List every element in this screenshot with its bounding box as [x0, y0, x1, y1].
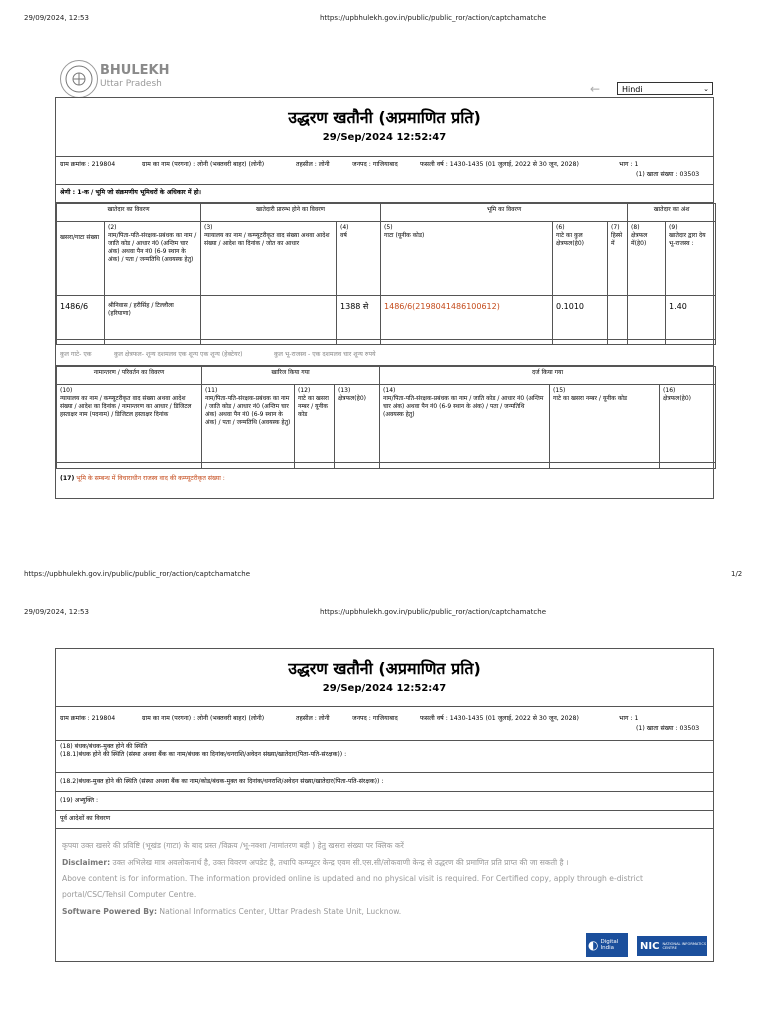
hdr-added: दर्ज किया गया: [380, 367, 716, 385]
col-area: (8) क्षेत्रफल में(हे0): [628, 222, 666, 296]
prev-orders: पूर्व आदेशों का विवरण: [56, 811, 713, 829]
language-select-value: Hindi: [622, 85, 643, 94]
col-area-total: (6) गाटे का कुल क्षेत्रफल(हे0): [553, 222, 608, 296]
gata-link[interactable]: 1486/6(2198041486100612): [381, 296, 553, 340]
land-table: [56, 203, 716, 345]
khata-no-2: (1) खाता संख्या : 03503: [636, 725, 700, 732]
mutation-table: [56, 366, 716, 469]
col-share: (7) हिस्से में: [608, 222, 628, 296]
logo-subtitle: Uttar Pradesh: [100, 79, 162, 89]
khatauni-page1: [55, 97, 714, 499]
digital-india-text: Digital India: [600, 939, 619, 951]
powered-text: National Informatics Center, Uttar Pradesh State Unit, Lucknow.: [159, 907, 402, 916]
tehsil-2: तहसील : लोनी: [296, 715, 330, 722]
item17-num: (17): [60, 475, 75, 482]
total-count: कुल गाटे- एक: [60, 351, 92, 358]
part-no: भाग : 1: [619, 161, 639, 168]
hdr-entry: खातेदारी प्रारम्भ होने का विवरण: [201, 204, 381, 222]
logo-title: BHULEKH: [100, 63, 170, 78]
cell-share: [608, 296, 628, 340]
col-m12: (12) गाटे का खसरा नम्बर / यूनीक कोड: [295, 385, 335, 463]
hdr-khatedar: खातेदार का विवरण: [57, 204, 201, 222]
tehsil: तहसील : लोनी: [296, 161, 330, 168]
cell-khasra: 1486/6: [57, 296, 105, 340]
cell-year: 1388 से: [337, 296, 381, 340]
nic-subtext: NATIONAL INFORMATICS CENTRE: [662, 942, 707, 950]
nic-logo: [637, 936, 707, 956]
col-m13: (13) क्षेत्रफल(हे0): [335, 385, 380, 463]
click-note: कृपया उक्त खसरे की प्रविष्टि (भूखंड (गाटा) के बाद प्रस्त /विक्रय /भू-नक्शा /नामांतरण बही ) हेतु खसरा संख्या पर क्लिक करें: [62, 841, 404, 850]
col-name: (2) नाम/पिता-पति-संरक्षक-प्रबंधक का नाम / जाति कोड / आधार नं0 (अन्तिम चार अंक) अथवा पैन नं0 (6-9 स्थान के अंक) / पता / जन्मतिथि (अवयस्क हेतु): [105, 222, 201, 296]
item18-1: (18.1)बंधक होने की स्थिति (संस्था अथवा बैंक का नाम/बंधक का दिनांक/धनराशि/अवेदन संख्या/खातेदार(पिता-पति-संरक्षक)) :: [60, 751, 347, 758]
cell-court: [201, 296, 337, 340]
totals-row: [56, 345, 713, 366]
col-khasra: खसरा/गाटा संख्या: [57, 222, 105, 296]
disclaimer-label: Disclaimer:: [62, 858, 111, 867]
digital-india-logo: [586, 933, 628, 957]
doc-title: उद्धरण खतौनी (अप्रमाणित प्रति): [288, 108, 481, 127]
fasli-year: फसली वर्ष : 1430-1435 (01 जुलाई, 2022 से 30 जून, 2028): [420, 161, 579, 168]
item17-text: भूमि के सम्बन्ध में विचाराधीन राजस्व वाद की कम्प्यूटरीकृत संख्या :: [76, 475, 225, 482]
print-datetime-2: 29/09/2024, 12:53: [24, 608, 89, 616]
total-area: कुल क्षेत्रफल- शून्य दशमलव एक शून्य एक शून्य (हेक्टेयर): [114, 351, 243, 358]
total-revenue: कुल भू-राजस्व - एक दशमलव चार शून्य रुपये: [274, 351, 376, 358]
table-row: [57, 296, 716, 340]
info-row-2: [56, 707, 713, 741]
col-year: (4) वर्ष: [337, 222, 381, 296]
nic-text: NIC: [640, 940, 660, 952]
digital-india-icon: ◐: [588, 938, 599, 952]
col-m14: (14) नाम/पिता-पति-संरक्षक-प्रबंधक का नाम / जाति कोड / आधार नं0 (अन्तिम चार अंक) अथवा पैन नं0 (6-9 स्थान के अंक) / पता / जन्मतिथि (अवयस्क हेतु): [380, 385, 550, 463]
col-m10: (10) न्यायालय का नाम / कम्प्यूटरीकृत वाद संख्या अथवा आदेश संख्या / आदेश का दिनांक / नामान्तरण का आधार / डिजिटल हस्ताक्षर नाम (पदनाम) / डिजिटल हस्ताक्षर दिनांक: [57, 385, 202, 463]
language-select[interactable]: [617, 82, 713, 95]
print-datetime: 29/09/2024, 12:53: [24, 14, 89, 22]
col-gata: (5) गाटा (यूनीक कोड): [381, 222, 553, 296]
item18-block: [56, 741, 713, 773]
khata-no: (1) खाता संख्या : 03503: [636, 171, 700, 178]
chevron-down-icon: ⌄: [703, 85, 709, 93]
col-court: (3) न्यायालय का नाम / कम्प्यूटरीकृत वाद संख्या अथवा आदेश संख्या / आदेश का दिनांक / जोत का आधार: [201, 222, 337, 296]
print-url: https://upbhulekh.gov.in/public/public_ror/action/captchamatche: [320, 14, 547, 22]
doc-datetime-2: 29/Sep/2024 12:52:47: [322, 683, 447, 694]
fasli-year-2: फसली वर्ष : 1430-1435 (01 जुलाई, 2022 से 30 जून, 2028): [420, 715, 579, 722]
cell-area-total: 0.1010: [553, 296, 608, 340]
disclaimer-english: Above content is for information. The information provided online is updated and no physical visit is required. For Certified copy, apply through e-district portal/CSC/Tehsil Computer Centre.: [62, 874, 643, 899]
hdr-removed: खारिज किया गया: [202, 367, 380, 385]
district: जनपद : गाजियाबाद: [352, 161, 398, 168]
back-arrow-icon[interactable]: ←: [590, 82, 601, 96]
col-m15: (15) गाटे का खसरा नम्बर / यूनीक कोड: [550, 385, 660, 463]
footer-page: 1/2: [731, 570, 743, 578]
disclaimer-block: [56, 829, 713, 920]
up-emblem-icon: [60, 60, 98, 98]
col-m11: (11) नाम/पिता-पति-संरक्षक-प्रबंधक का नाम / जाति कोड / आधार नं0 (अन्तिम चार अंक) अथवा पैन नं0 (6-9 स्थान के अंक) / पता / जन्मतिथि (अवयस्क हेतु): [202, 385, 295, 463]
khatauni-page2: [55, 648, 714, 962]
footer-url: https://upbhulekh.gov.in/public/public_ror/action/captchamatche: [24, 570, 251, 578]
disclaimer-hindi: उक्त अभिलेख मात्र अवलोकनार्थ है, उक्त विवरण अपडेट है, तथापि कम्प्यूटर केन्द्र एवम सी.एस.सी/लोकवाणी केन्द्र से उद्धरण की प्रमाणित प्रति प्राप्त की जा सकती है ।: [112, 858, 569, 867]
hdr-share: खातेदार का अंश: [628, 204, 716, 222]
part-no-2: भाग : 1: [619, 715, 639, 722]
cell-area: [628, 296, 666, 340]
item18: (18) बंधक/बंधक-मुक्त होने की स्थिति: [60, 743, 148, 750]
village-name: ग्राम का नाम (परगना) : लोनी (भक्तवरी बाहर) (लोनी): [142, 161, 265, 168]
doc-datetime: 29/Sep/2024 12:52:47: [322, 132, 447, 143]
village-code: ग्राम क्रमांक : 219804: [60, 161, 116, 168]
col-revenue: (9) खातेदार द्वारा देय भू-राजस्व :: [666, 222, 716, 296]
item18-2: (18.2)बंधक-मुक्त होने की स्थिति (संस्था अथवा बैंक का नाम/कोड/बंधक-मुक्त का दिनांक/धनराशि/अवेदन संख्या/खातेदार(पिता-पति-संरक्षक)) :: [56, 773, 713, 792]
doc-title-2: उद्धरण खतौनी (अप्रमाणित प्रति): [288, 659, 481, 678]
village-code-2: ग्राम क्रमांक : 219804: [60, 715, 116, 722]
hdr-land: भूमि का विवरण: [381, 204, 628, 222]
hdr-transfer: नामान्तरण / परिवर्तन का विवरण: [57, 367, 202, 385]
district-2: जनपद : गाजियाबाद: [352, 715, 398, 722]
cell-name: श्रीनिवास / हरीसिंह / टिल्लौला (हरियाणा): [105, 296, 201, 340]
cell-revenue: 1.40: [666, 296, 716, 340]
category: श्रेणी : 1-क / भूमि जो संक्रमणीय भूमिधरों के अधिकार में हो।: [56, 185, 713, 203]
print-url-2: https://upbhulekh.gov.in/public/public_ror/action/captchamatche: [320, 608, 547, 616]
powered-label: Software Powered By:: [62, 907, 157, 916]
col-m16: (16) क्षेत्रफल(हे0): [660, 385, 716, 463]
info-row: [56, 157, 713, 185]
item17: [56, 469, 713, 489]
item19: (19) अभ्युक्ति :: [56, 792, 713, 811]
village-name-2: ग्राम का नाम (परगना) : लोनी (भक्तवरी बाहर) (लोनी): [142, 715, 265, 722]
